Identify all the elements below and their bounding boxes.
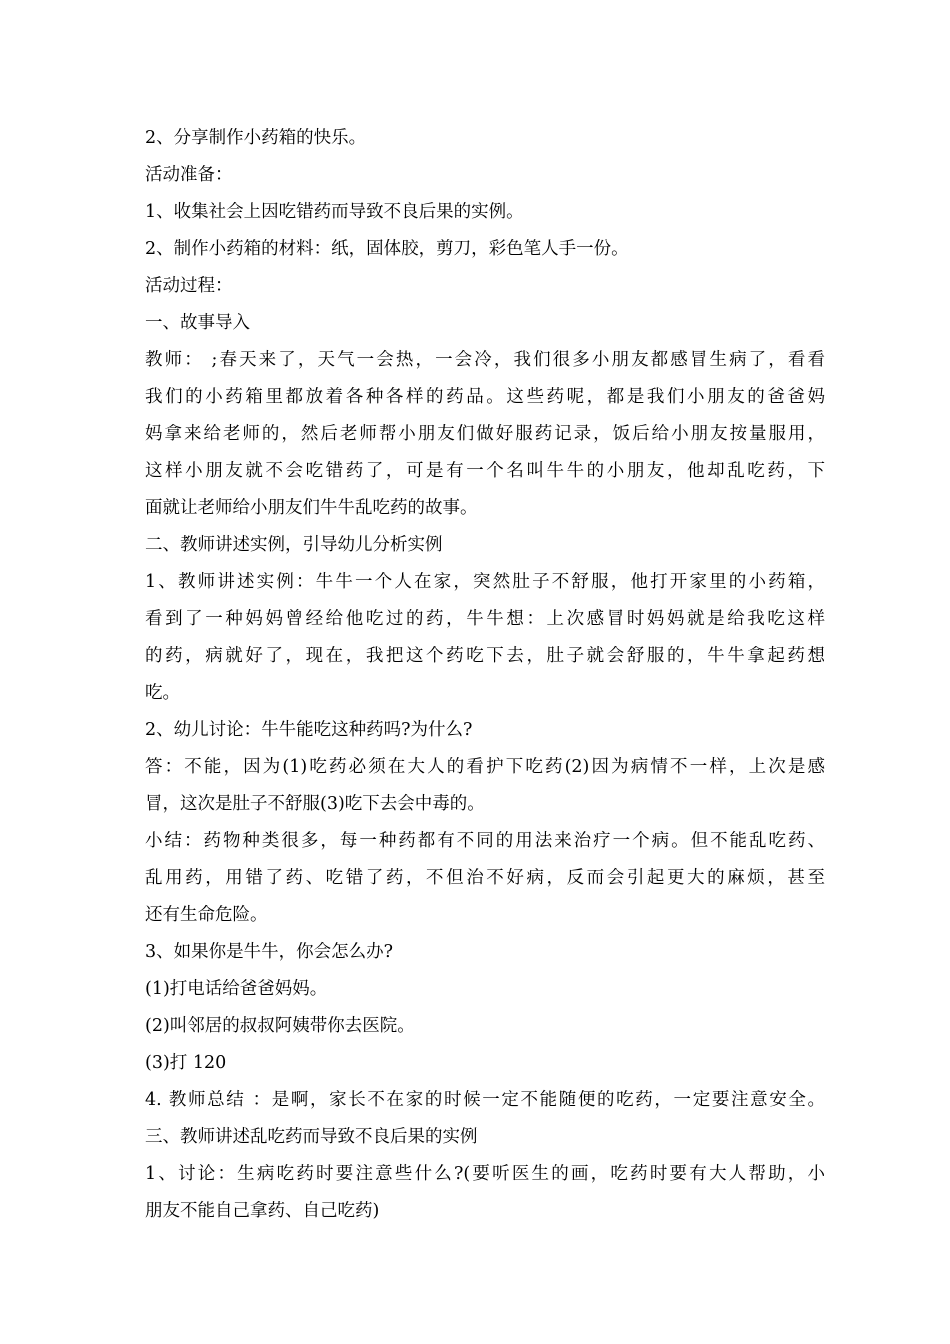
section-heading: 活动准备：	[145, 165, 233, 185]
text-line: 2、分享制作小药箱的快乐。	[145, 128, 367, 148]
section-heading: 三、教师讲述乱吃药而导致不良后果的实例	[145, 1127, 478, 1147]
section-heading: 一、故事导入	[145, 313, 250, 333]
list-item: (2)叫邻居的叔叔阿姨带你去医院。	[145, 1016, 415, 1036]
paragraph-line: 1、讨论：生病吃药时要注意些什么?(要听医生的画，吃药时要有大人帮助，小	[145, 1164, 825, 1184]
paragraph-line: 答：不能，因为(1)吃药必须在大人的看护下吃药(2)因为病情不一样，上次是感	[145, 757, 825, 777]
text-line: 1、收集社会上因吃错药而导致不良后果的实例。	[145, 202, 524, 222]
paragraph-line: 教师： ;春天来了，天气一会热，一会冷，我们很多小朋友都感冒生病了，看看	[145, 350, 825, 370]
paragraph-line: 冒，这次是肚子不舒服(3)吃下去会中毒的。	[145, 794, 485, 814]
paragraph-line: 我们的小药箱里都放着各种各样的药品。这些药呢，都是我们小朋友的爸爸妈	[145, 387, 825, 407]
text-line: 4. 教师总结 ：是啊，家长不在家的时候一定不能随便的吃药，一定要注意安全。	[145, 1090, 825, 1110]
paragraph-line: 乱用药，用错了药、吃错了药，不但治不好病，反而会引起更大的麻烦，甚至	[145, 868, 825, 888]
paragraph-line: 吃。	[145, 683, 180, 703]
document-page	[145, 120, 825, 1230]
text-line: 2、幼儿讨论：牛牛能吃这种药吗?为什么?	[145, 720, 473, 740]
section-heading: 活动过程：	[145, 276, 233, 296]
paragraph-line: 看到了一种妈妈曾经给他吃过的药，牛牛想：上次感冒时妈妈就是给我吃这样	[145, 609, 825, 629]
paragraph-line: 1、教师讲述实例：牛牛一个人在家，突然肚子不舒服，他打开家里的小药箱，	[145, 572, 825, 592]
list-item: (1)打电话给爸爸妈妈。	[145, 979, 328, 999]
list-item: (3)打 120	[145, 1053, 227, 1073]
paragraph-line: 这样小朋友就不会吃错药了，可是有一个名叫牛牛的小朋友，他却乱吃药，下	[145, 461, 825, 481]
paragraph-line: 的药，病就好了，现在，我把这个药吃下去，肚子就会舒服的，牛牛拿起药想	[145, 646, 825, 666]
paragraph-line: 还有生命危险。	[145, 905, 268, 925]
paragraph-line: 妈拿来给老师的，然后老师帮小朋友们做好服药记录，饭后给小朋友按量服用，	[145, 424, 825, 444]
paragraph-line: 面就让老师给小朋友们牛牛乱吃药的故事。	[145, 498, 478, 518]
paragraph-line: 小结：药物种类很多，每一种药都有不同的用法来治疗一个病。但不能乱吃药、	[145, 831, 825, 851]
paragraph-line: 朋友不能自己拿药、自己吃药)	[145, 1201, 380, 1221]
text-line: 3、如果你是牛牛，你会怎么办?	[145, 942, 394, 962]
section-heading: 二、教师讲述实例，引导幼儿分析实例	[145, 535, 443, 555]
text-line: 2、制作小药箱的材料：纸，固体胶，剪刀，彩色笔人手一份。	[145, 239, 629, 259]
